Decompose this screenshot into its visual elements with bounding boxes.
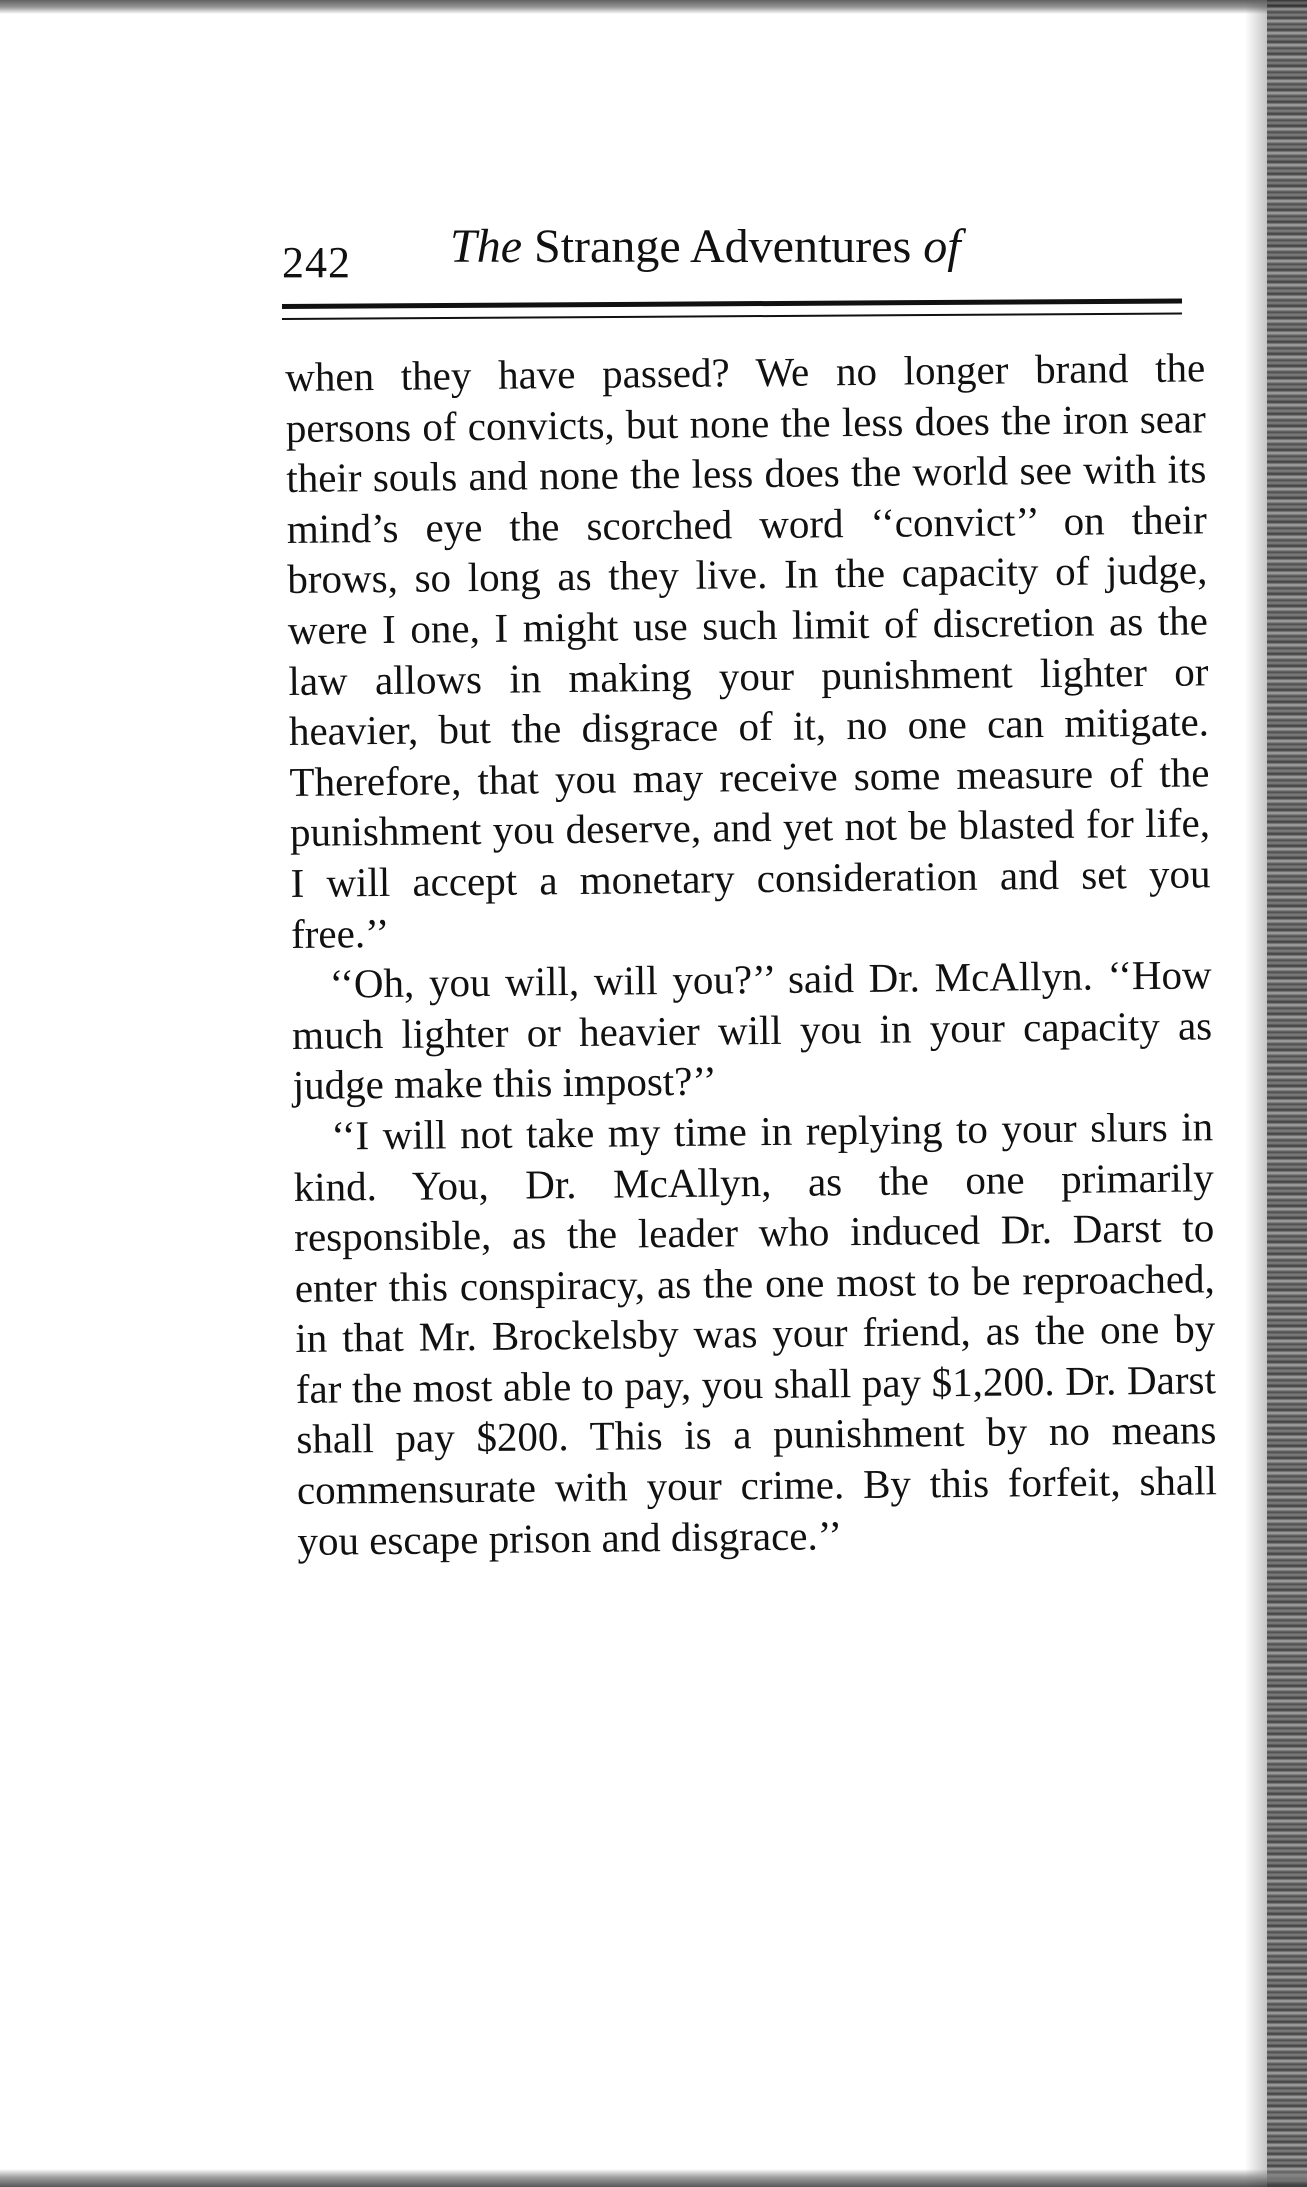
body-text — [285, 342, 1218, 1566]
page-header — [282, 215, 1182, 295]
running-head-prefix: The — [450, 220, 522, 273]
running-head — [450, 219, 961, 274]
running-head-title: Strange Adventures — [534, 220, 912, 273]
paragraph-continued: when they have passed? We no longer brand the persons of convicts, but none the less does the iron sear their souls and none the less does the world see with its mind’s eye the scorched word ‘‘convict’’ on their brows, so long as they live. In the capacity of judge, were I one, I might use such limit of discretion as the law allows in making your punishment lighter or heavier, but the disgrace of it, no one can mitigate. Therefore, that you may receive some measure of the punishment you deserve, and yet not be blasted for life, I will accept a monetary consideration and set you free.’’ — [285, 344, 1211, 957]
scan-edge-top — [0, 0, 1307, 14]
paragraph: ‘‘I will not take my time in replying to your slurs in kind. You, Dr. McAllyn, as the one primarily responsible, as the leader who induced Dr. Darst to enter this conspiracy, as the one most to be reproached, in that Mr. Brockelsby was your friend, as the one by far the most able to pay, you shall pay $1,200. Dr. Darst shall pay $200. This is a punishment by no means commensurate with your crime. By this forfeit, shall you escape prison and disgrace.’’ — [293, 1103, 1218, 1564]
header-rule-thin — [282, 313, 1182, 320]
scan-edge-right — [1267, 0, 1307, 2187]
page-number: 242 — [282, 238, 351, 287]
scan-edge-bottom — [0, 2169, 1307, 2187]
header-rule-thick — [282, 299, 1182, 309]
paragraph: ‘‘Oh, you will, will you?’’ said Dr. McAllyn. ‘‘How much lighter or heavier will you in your capacity as judge make this impost?’’ — [291, 951, 1213, 1109]
running-head-suffix: of — [923, 220, 961, 273]
binding-shadow — [1245, 0, 1267, 2187]
